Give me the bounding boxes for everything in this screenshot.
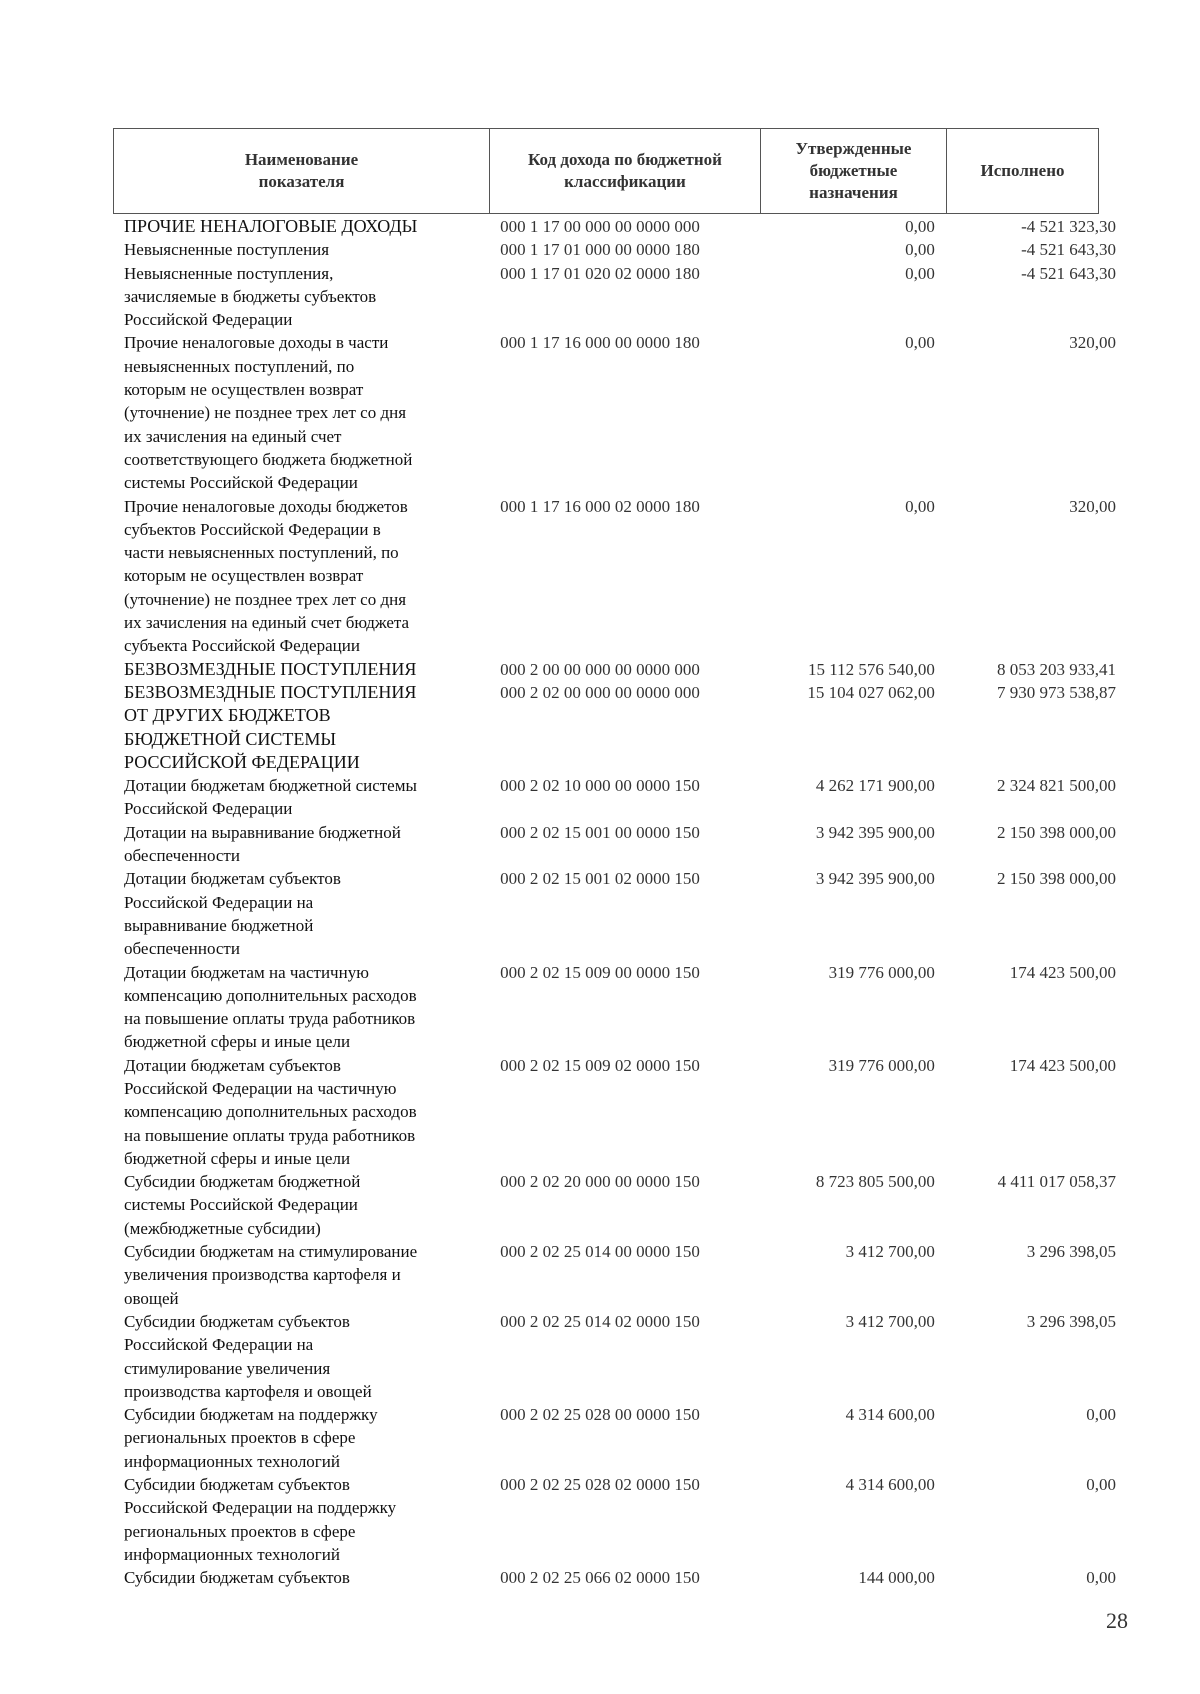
row-code: 000 2 02 25 028 02 0000 150 <box>500 1475 700 1495</box>
table-row <box>124 495 1116 658</box>
table-row <box>124 821 1116 868</box>
row-executed: 2 150 398 000,00 <box>997 822 1116 842</box>
row-code: 000 1 17 16 000 02 0000 180 <box>500 496 700 516</box>
row-code: 000 1 17 01 000 00 0000 180 <box>500 240 700 260</box>
header-executed-column: Исполнено <box>980 161 1065 180</box>
row-code: 000 2 02 15 001 02 0000 150 <box>500 869 700 889</box>
row-name: ПРОЧИЕ НЕНАЛОГОВЫЕ ДОХОДЫ <box>124 216 418 236</box>
table-row <box>124 1054 1116 1170</box>
row-executed: 7 930 973 538,87 <box>997 682 1116 702</box>
table-row <box>124 215 1116 238</box>
row-name: Прочие неналоговые доходы бюджетов субъектов Российской Федерации в части невыясненных поступлений, по которым не осуществлен возврат (уточнение) не позднее трех лет со дня их зачисления на единый счет бюджета субъекта Российской Федерации <box>124 496 410 656</box>
row-executed: 174 423 500,00 <box>1009 962 1116 982</box>
row-name: Дотации бюджетам на частичную компенсацию дополнительных расходов на повышение оплаты труда работников бюджетной сферы и иные цели <box>124 962 417 1052</box>
row-name: Субсидии бюджетам на поддержку региональных проектов в сфере информационных технологий <box>124 1405 378 1471</box>
row-executed: 0,00 <box>1086 1568 1116 1588</box>
row-code: 000 2 02 15 001 00 0000 150 <box>500 822 700 842</box>
row-approved: 3 942 395 900,00 <box>815 869 935 889</box>
table-row <box>124 1310 1116 1403</box>
row-approved: 144 000,00 <box>858 1568 935 1588</box>
row-approved: 0,00 <box>905 217 935 236</box>
row-executed: 4 411 017 058,37 <box>997 1172 1116 1192</box>
row-name: Субсидии бюджетам субъектов Российской Федерации на стимулирование увеличения производства картофеля и овощей <box>124 1311 372 1401</box>
row-code: 000 2 02 10 000 00 0000 150 <box>500 776 700 796</box>
row-approved: 4 262 171 900,00 <box>815 776 935 796</box>
row-code: 000 1 17 00 000 00 0000 000 <box>500 217 700 236</box>
row-name: БЕЗВОЗМЕЗДНЫЕ ПОСТУПЛЕНИЯ ОТ ДРУГИХ БЮДЖЕТОВ БЮДЖЕТНОЙ СИСТЕМЫ РОССИЙСКОЙ ФЕДЕРАЦИИ <box>124 681 417 772</box>
row-name: БЕЗВОЗМЕЗДНЫЕ ПОСТУПЛЕНИЯ <box>124 658 417 679</box>
row-approved: 3 942 395 900,00 <box>815 822 935 842</box>
row-name: Субсидии бюджетам субъектов Российской Федерации на поддержку региональных проектов в сфере информационных технологий <box>124 1475 397 1564</box>
table-row <box>124 1170 1116 1240</box>
row-approved: 15 104 027 062,00 <box>807 682 935 702</box>
table-row <box>124 774 1116 821</box>
row-executed: 0,00 <box>1086 1405 1116 1425</box>
table-row <box>124 1566 1116 1589</box>
row-approved: 8 723 805 500,00 <box>815 1172 935 1192</box>
table-row <box>124 238 1116 261</box>
row-executed: -4 521 323,30 <box>1021 217 1116 236</box>
row-executed: 2 150 398 000,00 <box>997 869 1116 889</box>
row-code: 000 2 02 20 000 00 0000 150 <box>500 1172 700 1192</box>
table-row <box>124 1403 1116 1473</box>
row-name: Субсидии бюджетам на стимулирование увеличения производства картофеля и овощей <box>124 1242 418 1308</box>
header-approved-column: Утвержденные бюджетные назначения <box>761 129 947 213</box>
row-name: Субсидии бюджетам субъектов <box>124 1568 350 1588</box>
row-code: 000 2 02 15 009 02 0000 150 <box>500 1055 700 1075</box>
row-approved: 319 776 000,00 <box>828 962 935 982</box>
row-approved: 3 412 700,00 <box>845 1311 935 1331</box>
table-row <box>124 262 1116 332</box>
row-executed: 3 296 398,05 <box>1026 1242 1116 1262</box>
table-body <box>124 215 1116 1590</box>
row-code: 000 1 17 01 020 02 0000 180 <box>500 263 700 283</box>
row-approved: 15 112 576 540,00 <box>808 659 935 679</box>
row-approved: 4 314 600,00 <box>845 1475 935 1495</box>
page-number: 28 <box>1106 1608 1128 1633</box>
row-name: Прочие неналоговые доходы в части невыясненных поступлений, по которым не осуществлен возврат (уточнение) не позднее трех лет со дня их зачисления на единый счет соответствующего бюджета бюджетной системы Российской Федерации <box>124 333 413 493</box>
header-name-column: Наименование показателя <box>114 129 490 213</box>
row-code: 000 2 02 15 009 00 0000 150 <box>500 962 700 982</box>
table-row <box>124 867 1116 960</box>
row-code: 000 2 02 25 028 00 0000 150 <box>500 1405 700 1425</box>
row-approved: 0,00 <box>905 240 935 260</box>
row-executed: 174 423 500,00 <box>1009 1055 1116 1075</box>
row-approved: 0,00 <box>905 333 935 353</box>
row-name: Невыясненные поступления <box>124 240 330 260</box>
row-executed: 0,00 <box>1086 1475 1116 1495</box>
row-approved: 3 412 700,00 <box>845 1242 935 1262</box>
header-code-column: Код дохода по бюджетной классификации <box>490 129 761 213</box>
row-name: Субсидии бюджетам бюджетной системы Российской Федерации (межбюджетные субсидии) <box>124 1172 361 1238</box>
table-row <box>124 961 1116 1054</box>
table-row <box>124 331 1116 494</box>
row-executed: 2 324 821 500,00 <box>997 776 1116 796</box>
row-code: 000 2 02 25 014 02 0000 150 <box>500 1311 700 1331</box>
row-name: Дотации бюджетам субъектов Российской Федерации на выравнивание бюджетной обеспеченности <box>124 869 341 959</box>
row-executed: -4 521 643,30 <box>1021 240 1116 260</box>
row-approved: 319 776 000,00 <box>828 1055 935 1075</box>
table-row <box>124 681 1116 774</box>
row-code: 000 2 02 25 014 00 0000 150 <box>500 1242 700 1262</box>
row-name: Дотации на выравнивание бюджетной обеспеченности <box>124 822 401 866</box>
row-name: Дотации бюджетам субъектов Российской Федерации на частичную компенсацию дополнительных расходов на повышение оплаты труда работников бюджетной сферы и иные цели <box>124 1055 417 1168</box>
row-approved: 0,00 <box>905 263 935 283</box>
table-row <box>124 658 1116 681</box>
row-code: 000 2 00 00 000 00 0000 000 <box>500 659 700 679</box>
row-executed: 3 296 398,05 <box>1026 1311 1116 1331</box>
row-executed: 320,00 <box>1069 333 1116 353</box>
row-executed: -4 521 643,30 <box>1021 263 1116 283</box>
row-code: 000 2 02 25 066 02 0000 150 <box>500 1568 700 1588</box>
table-row <box>124 1240 1116 1310</box>
table-row <box>124 1473 1116 1566</box>
row-approved: 4 314 600,00 <box>845 1405 935 1425</box>
row-name: Дотации бюджетам бюджетной системы Российской Федерации <box>124 776 417 819</box>
row-executed: 320,00 <box>1069 496 1116 516</box>
row-executed: 8 053 203 933,41 <box>997 659 1116 679</box>
row-code: 000 2 02 00 000 00 0000 000 <box>500 682 700 702</box>
table-header <box>113 128 1099 214</box>
row-code: 000 1 17 16 000 00 0000 180 <box>500 333 700 353</box>
row-approved: 0,00 <box>905 496 935 516</box>
row-name: Невыясненные поступления, зачисляемые в бюджеты субъектов Российской Федерации <box>124 263 377 330</box>
